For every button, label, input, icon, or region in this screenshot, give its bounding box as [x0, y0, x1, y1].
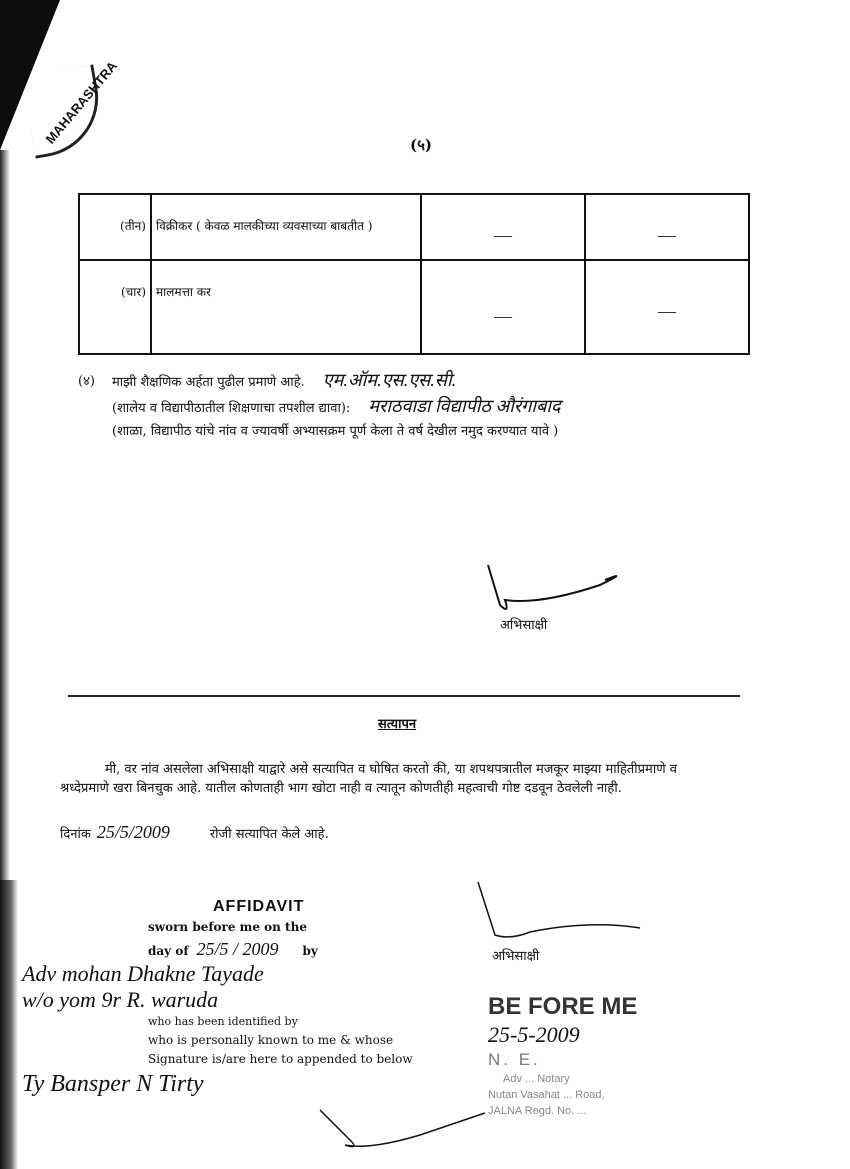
notary-signature: [310, 1105, 490, 1155]
section-number: (४): [78, 374, 95, 389]
tax-table: [78, 193, 750, 355]
deponent-label: अभिसाक्षी: [492, 949, 540, 964]
affidavit-title: AFFIDAVIT: [213, 898, 305, 915]
row-value: —: [421, 260, 585, 354]
deponent-label: अभिसाक्षी: [500, 618, 548, 633]
notary-address: Nutan Vasahat ... Road,: [488, 1089, 605, 1101]
affidavit-day-row: [148, 937, 462, 961]
verification-title: सत्यापन: [378, 717, 417, 732]
affidavit-block: [22, 896, 462, 1099]
row-number: (तीन): [79, 194, 151, 260]
deponent-signature: [470, 880, 650, 950]
page-number: (५): [410, 136, 432, 154]
qualification-line1: माझी शैक्षणिक अर्हता पुढील प्रमाणे आहे.: [112, 375, 305, 390]
notary-title: Adv ... Notary: [503, 1073, 570, 1085]
handwritten-degree: एम.ऑम.एस.एस.सी.: [322, 370, 457, 390]
date-suffix: रोजी सत्यापित केले आहे.: [209, 827, 329, 842]
row-value: —: [585, 194, 749, 260]
row-value: —: [585, 260, 749, 354]
affidavit-line: who is personally known to me & whose: [148, 1033, 394, 1047]
row-label: विक्रीकर ( केवळ मालकीच्या व्यवसाच्या बाबतीत ): [151, 194, 421, 260]
verification-block: [60, 760, 720, 844]
stamp-seal-text: MAHARASHTRA: [42, 58, 120, 147]
qualification-row: [112, 368, 812, 394]
deponent-signature: [480, 560, 640, 620]
date-row: [60, 820, 720, 844]
row-value: —: [421, 194, 585, 260]
handwritten-date: 25/5/2009: [96, 822, 170, 842]
row-label: मालमत्ता कर: [151, 260, 421, 354]
scan-edge-shadow: [0, 880, 18, 1169]
notary-handwritten-date: 25-5-2009: [488, 1022, 580, 1047]
divider: [68, 695, 740, 697]
qualification-line2: (शालेय व विद्यापीठातील शिक्षणाचा तपशील द्यावा):: [112, 401, 351, 416]
handwritten-university: मराठवाडा विद्यापीठ औरंगाबाद: [368, 396, 561, 416]
notary-stamp: [488, 993, 748, 1119]
notary-name: N. E.: [488, 1050, 541, 1069]
affidavit-line: sworn before me on the: [148, 920, 307, 934]
handwritten-sworn-date: 25/5 / 2009: [196, 939, 279, 959]
date-label: दिनांक: [60, 827, 91, 842]
row-number: (चार): [79, 260, 151, 354]
affidavit-day-prefix: day of: [148, 944, 189, 958]
table-row: [79, 194, 749, 260]
affidavit-by: by: [302, 944, 318, 958]
table-row: [79, 260, 749, 354]
notary-registration: JALNA Regd. No. ...: [488, 1105, 587, 1117]
verification-body: मी, वर नांव असलेला अभिसाक्षी याद्वारे असे सत्यापित व घोषित करतो की, या शपथपत्रातील मजकूर माझ्या माहितीप्रमाणे व श्रध्देप्रमाणे खरा बिनचुक आहे. यातील कोणताही भाग खोटा नाही व त्यातून कोणतीही महत्वाची गोष्ट दडवून ठेवलेली नाही.: [60, 762, 677, 796]
qualification-row: [112, 394, 812, 420]
affidavit-line: who has been identified by: [148, 1015, 298, 1028]
notary-before-me: BE FORE ME: [488, 993, 638, 1020]
affidavit-line: Signature is/are here to appended to below: [148, 1052, 413, 1066]
handwritten-address: w/o yom 9r R. waruda: [22, 987, 219, 1012]
handwritten-name: Adv mohan Dhakne Tayade: [22, 961, 264, 986]
qualification-block: [112, 368, 812, 441]
qualification-line3: (शाळा, विद्यापीठ यांचे नांव व ज्यावर्षी अभ्यासक्रम पूर्ण केला ते वर्ष देखील नमुद करण्यात यावे ): [112, 424, 559, 439]
handwritten-identifier: Ty Bansper N Tirty: [22, 1071, 204, 1097]
